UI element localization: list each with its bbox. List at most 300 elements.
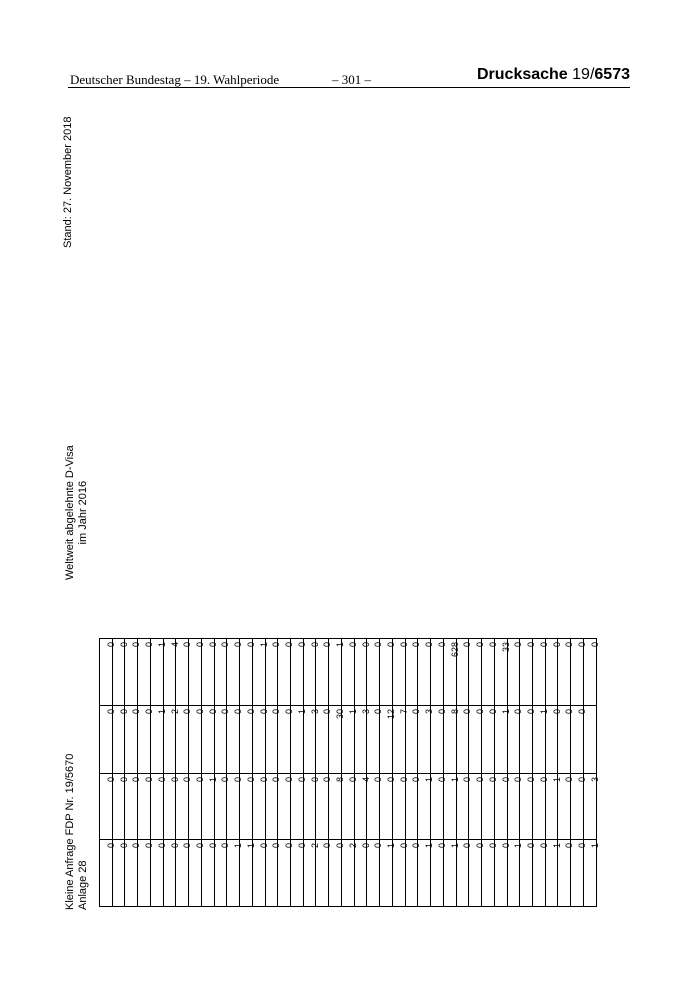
cell-value: 0 [360,843,371,849]
cell-value: 0 [411,642,422,648]
table-cell [341,639,358,706]
table-cell [291,706,307,774]
table-cell [532,706,549,774]
cell-value: 0 [233,709,244,715]
cell-value: 0 [526,642,537,648]
table-cell [482,706,498,774]
table-cell [240,639,256,706]
cell-value: 0 [373,777,384,783]
cell-value: 0 [245,709,256,715]
cell-value: 0 [144,709,155,715]
cell-value: 0 [182,777,193,783]
drucksache-label: Drucksache [476,66,568,83]
table-cell [201,840,218,907]
table-cell [265,774,282,840]
table-cell [303,840,320,907]
cell-value: 0 [220,777,231,783]
table-cell [532,774,549,840]
cell-value: 0 [296,843,307,849]
table-cell [380,774,397,840]
cell-value: 0 [526,777,537,783]
table-cell [329,774,346,840]
table-cell [367,706,384,774]
drucksache-number [477,66,630,84]
cell-value: 1 [233,843,244,849]
table-cell [367,840,384,907]
table-cell [469,774,486,840]
cell-value: 1 [538,709,549,715]
cell-value: 628 [449,642,460,658]
cell-value: 0 [589,642,600,648]
table-cell [571,774,588,840]
cell-value: 0 [551,642,562,648]
table-cell [380,639,397,706]
cell-value: 1 [386,843,397,849]
cell-value: 0 [373,843,384,849]
table-cell [214,639,231,706]
cell-value: 0 [424,642,435,648]
cell-value: 0 [551,709,562,715]
table-cell [558,774,575,840]
table-cell [469,840,486,907]
table-cell [494,840,511,907]
table-cell [583,840,600,907]
cell-value: 0 [411,709,422,715]
table-cell [392,706,409,774]
table-cell [278,706,295,774]
cell-value: 0 [195,642,205,648]
table-cell [507,639,524,706]
table-cell [583,706,596,774]
table-cell [545,840,562,907]
cell-value: 0 [220,709,231,715]
cell-value: 1 [207,777,218,783]
cell-value: 0 [436,777,447,783]
cell-value: 0 [411,843,422,849]
table-cell [176,706,193,774]
cell-value: 0 [118,709,129,715]
table-title [64,445,90,580]
cell-value: 0 [487,777,498,783]
cell-value: 0 [538,642,549,648]
table-cell [482,774,498,840]
table-cell [163,706,180,774]
table-cell [354,706,371,774]
table-cell [252,774,269,840]
table-cell [392,774,409,840]
table-cell [443,774,460,840]
table-cell [176,840,193,907]
cell-value: 0 [462,642,473,648]
cell-value: 0 [564,843,575,849]
table-cell [138,840,155,907]
cell-value: 0 [322,843,333,849]
table-cell [558,706,575,774]
table-cell [469,706,486,774]
table-cell [354,840,371,907]
table-cell [125,840,142,907]
table-title-line1: Weltweit abgelehnte D-Visa [64,445,76,580]
cell-value: 0 [207,843,218,849]
cell-value: 0 [195,709,205,715]
cell-value: 0 [577,843,588,849]
cell-value: 0 [105,843,116,849]
table-cell [583,639,600,706]
table-cell [240,706,256,774]
cell-value: 1 [424,777,435,783]
table-cell [443,639,460,706]
table-cell [545,774,562,840]
table-cell [189,774,205,840]
cell-value: 3 [309,709,320,715]
cell-value: 1 [513,843,524,849]
cell-value: 1 [258,642,269,648]
table-cell [252,840,269,907]
cell-value: 0 [207,642,218,648]
cell-value: 33 [500,642,511,653]
cell-value: 0 [182,642,193,648]
cell-value: 0 [347,777,358,783]
table-cell [189,706,205,774]
table-cell [227,774,244,840]
cell-value: 0 [233,777,244,783]
cell-value: 0 [284,642,295,648]
table-cell [176,639,193,706]
page-header [68,66,630,88]
cell-value: 0 [105,642,116,648]
cell-value: 0 [500,843,511,849]
cell-value: 0 [360,642,371,648]
cell-value: 0 [513,709,524,715]
drucksache-main-number: 6573 [594,66,630,83]
cell-value: 0 [526,709,537,715]
cell-value: 0 [271,709,282,715]
table-cell [405,639,422,706]
cell-value: 1 [156,642,167,648]
table-cell [392,840,409,907]
stand-date: Stand: 27. November 2018 [62,116,74,248]
table-cell [431,840,447,907]
table-cell [176,774,193,840]
cell-value: 1 [335,642,346,648]
cell-value: 1 [449,843,460,849]
table-cell [163,774,180,840]
table-cell [367,774,384,840]
table-cell [100,639,116,706]
cell-value: 2 [347,843,358,849]
cell-value: 3 [589,777,600,783]
table-cell [443,706,460,774]
table-cell [456,774,473,840]
cell-value: 0 [271,843,282,849]
table-cell [138,639,155,706]
cell-value: 0 [436,709,447,715]
cell-value: 0 [373,642,384,648]
table-cell [100,840,116,907]
table-cell [354,774,371,840]
table-cell [494,706,511,774]
cell-value: 0 [564,642,575,648]
cell-value: 0 [258,709,269,715]
cell-value: 0 [182,709,193,715]
cell-value: 0 [398,642,409,648]
table-cell [329,639,346,706]
table-cell [418,639,435,706]
anfrage-line2: Anlage 28 [77,860,89,910]
table-cell [316,706,333,774]
table-cell [150,639,167,706]
table-cell [431,639,447,706]
table-cell [482,840,498,907]
cell-value: 8 [449,709,460,715]
cell-value: 0 [322,709,333,715]
table-cell [278,774,295,840]
table-cell [150,774,167,840]
cell-value: 0 [487,709,498,715]
table-cell [507,840,524,907]
table-cell [278,840,295,907]
cell-value: 1 [449,777,460,783]
cell-value: 0 [118,642,129,648]
table-cell [240,774,256,840]
cell-value: 4 [360,777,371,783]
table-cell [329,840,346,907]
cell-value: 0 [309,777,320,783]
cell-value: 0 [411,777,422,783]
cell-value: 0 [513,642,524,648]
cell-value: 0 [245,642,256,648]
table-cell [405,706,422,774]
cell-value: 0 [564,777,575,783]
cell-value: 0 [322,777,333,783]
cell-value: 0 [373,709,384,715]
table-cell [456,639,473,706]
cell-value: 0 [169,843,180,849]
cell-value: 0 [475,642,486,648]
cell-value: 0 [258,777,269,783]
cell-value: 0 [284,777,295,783]
cell-value: 0 [577,777,588,783]
table-cell [329,706,346,774]
cell-value: 1 [156,709,167,715]
table-cell [303,774,320,840]
table-cell [545,639,562,706]
table-cell [316,639,333,706]
cell-value: 4 [169,642,180,648]
page-number: – 301 – [332,72,371,87]
visa-data-table [99,638,600,907]
cell-value: 0 [195,777,205,783]
cell-value: 0 [436,843,447,849]
cell-value: 0 [398,777,409,783]
table-cell [227,840,244,907]
cell-value: 8 [335,777,346,783]
cell-value: 0 [386,777,397,783]
cell-value: 0 [105,777,116,783]
table-cell [431,774,447,840]
cell-value: 1 [296,709,307,715]
cell-value: 0 [386,642,397,648]
table-cell [125,774,142,840]
cell-value: 0 [436,642,447,648]
table-cell [520,706,537,774]
table-cell [520,840,537,907]
cell-value: 0 [169,777,180,783]
table-cell [201,774,218,840]
table-cell [571,706,588,774]
table-row [100,706,597,774]
table-cell [303,639,320,706]
table-cell [112,639,129,706]
cell-value: 0 [577,642,588,648]
table-cell [138,774,155,840]
table-cell [316,774,333,840]
table-cell [265,840,282,907]
cell-value: 0 [475,709,486,715]
cell-value: 0 [500,777,511,783]
table-cell [112,840,129,907]
table-cell [354,639,371,706]
cell-value: 0 [284,843,295,849]
cell-value: 0 [220,843,231,849]
table-cell [291,639,307,706]
table-cell [456,840,473,907]
cell-value: 0 [398,843,409,849]
table-cell [112,774,129,840]
cell-value: 0 [118,777,129,783]
cell-value: 1 [424,843,435,849]
table-cell [201,639,218,706]
table-cell [150,706,167,774]
cell-value: 2 [169,709,180,715]
table-cell [558,840,575,907]
table-cell [189,639,205,706]
table-cell [303,706,320,774]
table-cell [532,840,549,907]
table-cell [112,706,129,774]
cell-value: 0 [538,777,549,783]
table-cell [469,639,486,706]
table-cell [278,639,295,706]
cell-value: 0 [195,843,205,849]
cell-value: 2 [309,843,320,849]
cell-value: 3 [424,709,435,715]
table-cell [163,639,180,706]
cell-value: 1 [500,709,511,715]
cell-value: 0 [462,709,473,715]
table-row [100,840,597,907]
cell-value: 0 [526,843,537,849]
publication-title: Deutscher Bundestag – 19. Wahlperiode [70,72,280,87]
table-cell [418,840,435,907]
cell-value: 0 [105,709,116,715]
table-cell [125,706,142,774]
cell-value: 0 [156,843,167,849]
table-cell [291,774,307,840]
cell-value: 1 [245,843,256,849]
table-cell [571,840,588,907]
table-cell [532,639,549,706]
cell-value: 1 [551,843,562,849]
table-cell [100,774,116,840]
table-cell [214,774,231,840]
header-rule [68,87,630,88]
cell-value: 0 [144,642,155,648]
cell-value: 0 [475,777,486,783]
cell-value: 0 [347,642,358,648]
cell-value: 0 [462,777,473,783]
cell-value: 0 [220,642,231,648]
table-cell [100,706,116,774]
table-cell [201,706,218,774]
table-cell [341,706,358,774]
cell-value: 0 [322,642,333,648]
table-title-line2: im Jahr 2016 [77,480,89,545]
table-cell [163,840,180,907]
table-cell [507,706,524,774]
table-cell [291,840,307,907]
cell-value: 3 [360,709,371,715]
cell-value: 0 [156,777,167,783]
table-cell [431,706,447,774]
table-cell [265,706,282,774]
cell-value: 0 [182,843,193,849]
table-cell [482,639,498,706]
cell-value: 12 [386,709,397,720]
table-cell [214,706,231,774]
cell-value: 0 [309,642,320,648]
table-cell [265,639,282,706]
table-cell [252,706,269,774]
cell-value: 0 [131,709,142,715]
cell-value: 0 [207,709,218,715]
table-cell [520,774,537,840]
table-cell [418,706,435,774]
cell-value: 0 [258,843,269,849]
table-cell [125,639,142,706]
table-cell [494,639,511,706]
cell-value: 0 [577,709,588,715]
cell-value: 0 [233,642,244,648]
cell-value: 0 [131,843,142,849]
table-cell [380,706,397,774]
cell-value: 0 [487,642,498,648]
table-cell [138,706,155,774]
table-cell [558,639,575,706]
cell-value: 7 [398,709,409,715]
table-row [100,774,597,840]
table-cell [405,840,422,907]
cell-value: 0 [475,843,486,849]
cell-value: 1 [589,843,600,849]
cell-value: 30 [335,709,346,720]
cell-value: 1 [551,777,562,783]
table-cell [507,774,524,840]
cell-value: 0 [564,709,575,715]
table-row [100,639,597,706]
table-cell [405,774,422,840]
cell-value: 0 [131,642,142,648]
table-cell [150,840,167,907]
anfrage-line1: Kleine Anfrage FDP Nr. 19/5670 [64,753,76,910]
table-cell [520,639,537,706]
cell-value: 0 [513,777,524,783]
cell-value: 0 [118,843,129,849]
cell-value: 0 [131,777,142,783]
table-cell [494,774,511,840]
table-cell [392,639,409,706]
cell-value: 0 [538,843,549,849]
